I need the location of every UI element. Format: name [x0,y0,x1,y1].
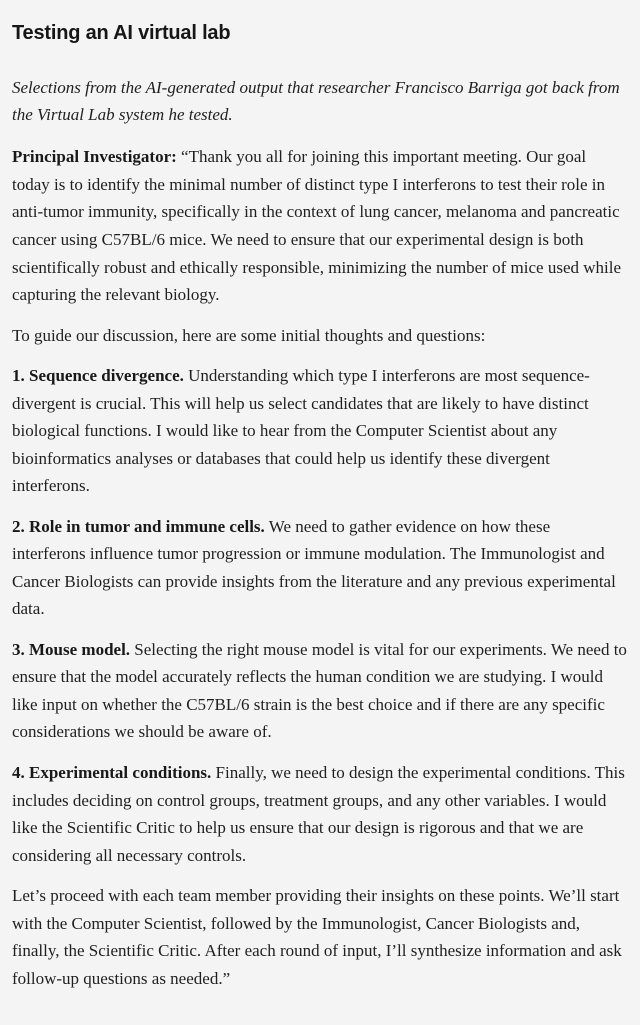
paragraph-text: Finally, we need to design the experimental conditions. This includes deciding on control groups, treatment groups, and any other variables. I would like the Scientific Critic to help us ensure that our design is rigorous and that we are considering all necessary controls. [12,763,625,865]
paragraph-lead: Principal Investigator: [12,147,177,167]
paragraph-text: To guide our discussion, here are some initial thoughts and questions: [12,325,486,345]
article-title: Testing an AI virtual lab [12,22,231,44]
paragraph-lead: 1. Sequence divergence. [12,366,184,386]
paragraph-text: Selecting the right mouse model is vital for our experiments. We need to ensure that the model accurately reflects the human condition we are studying. I would like input on whether the C57BL/6 strain is the best choice and if there are any specific considerations we should be aware of. [12,639,627,742]
article-subtitle: Selections from the AI-generated output that researcher Francisco Barriga got back from the Virtual Lab system he tested. [12,78,620,125]
paragraph [12,636,628,746]
paragraph-text: “Thank you all for joining this important meeting. Our goal today is to identify the minimal number of distinct type I interferons to test their role in anti-tumor immunity, specifically in the context of lung cancer, melanoma and pancreatic cancer using C57BL/6 mice. We need to ensure that our experimental design is both scientifically robust and ethically responsible, minimizing the number of mice used while capturing the relevant biology. [12,147,622,305]
paragraph-text: We need to gather evidence on how these interferons influence tumor progression or immune modulation. The Immunologist and Cancer Biologists can provide insights from the literature and any previous experimental data. [12,516,616,619]
paragraph [12,143,628,308]
paragraph [12,882,628,992]
paragraph-text: Let’s proceed with each team member providing their insights on these points. We’ll start with the Computer Scientist, followed by the Immunologist, Cancer Biologists and, finally, the Scientific Critic. After each round of input, I’ll synthesize information and ask follow-up questions as needed.” [12,886,622,988]
paragraph-lead: 4. Experimental conditions. [12,763,212,782]
paragraph-lead: 3. Mouse model. [12,639,131,659]
paragraph-text: Understanding which type I interferons are most sequence-divergent is crucial. This will help us select candidates that are likely to have distinct biological functions. I would like to hear from the Computer Scientist about any bioinformatics analyses or databases that could help us identify these divergent interferons. [12,366,590,496]
paragraph [12,759,628,869]
paragraph [12,322,628,350]
paragraph [12,362,628,500]
paragraph [12,513,628,623]
paragraph-lead: 2. Role in tumor and immune cells. [12,516,265,536]
